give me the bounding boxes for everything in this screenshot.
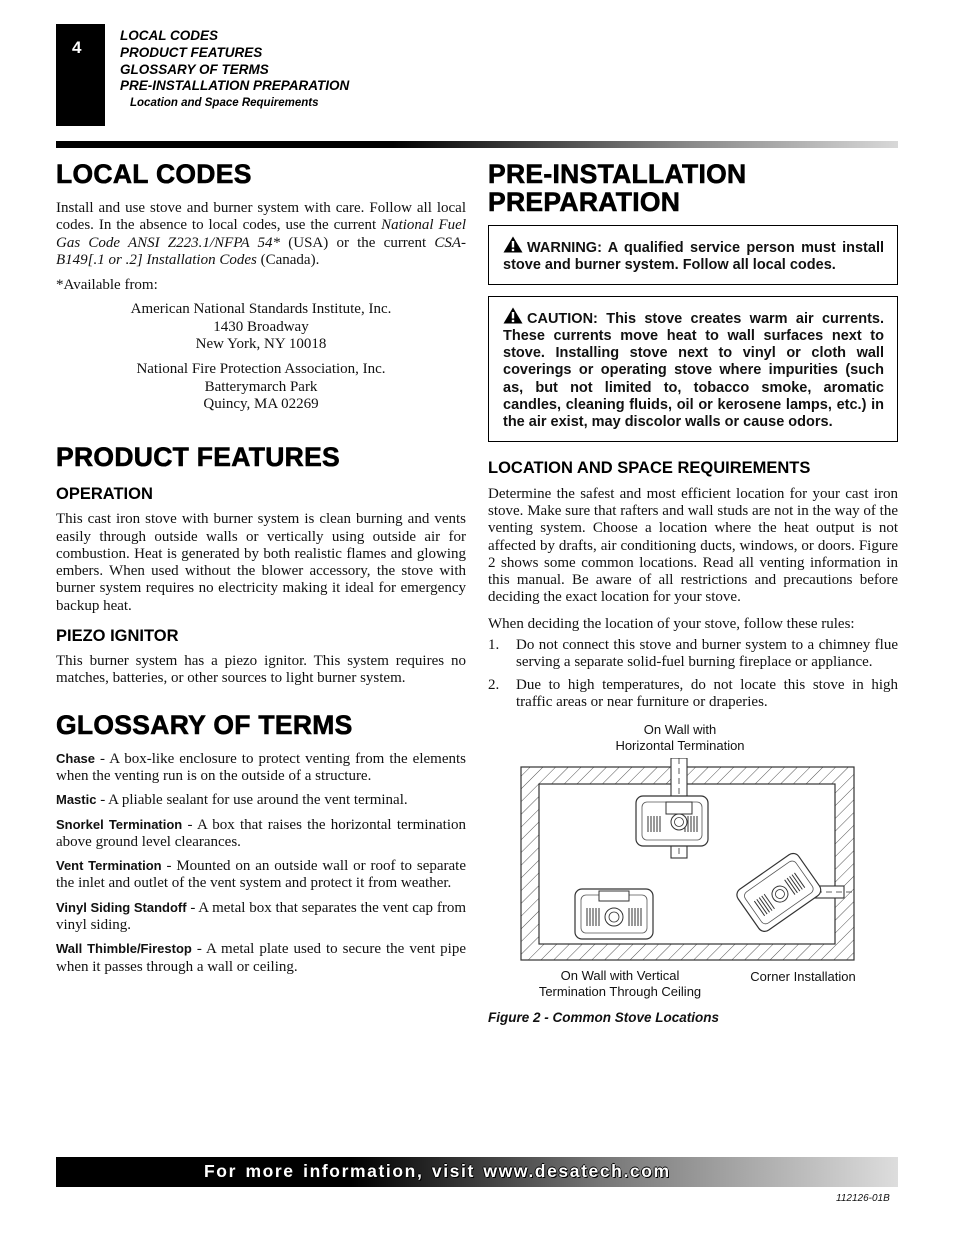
operation-text: This cast iron stove with burner system is clean burning and vents easily through outside walls or vertically using outside air for combustion. Heat is generated by both realistic flames and glowing embers. When used without the blower accessory, the stove with burner system requires no electricity making it ideal for emergency backup heat. <box>56 511 466 614</box>
rules-intro: When deciding the location of your stove, follow these rules: <box>488 615 855 632</box>
label-vertical-termination: On Wall with Vertical Termination Through Ceiling <box>538 968 702 999</box>
caution-icon <box>503 307 523 324</box>
rule-item: 2. Due to high temperatures, do not locate this stove in high traffic areas or near furniture or draperies. <box>488 676 898 710</box>
address-nfpa: National Fire Protection Association, Inc. Batterymarch Park Quincy, MA 02269 <box>136 361 386 412</box>
local-codes-text: Install and use stove and burner system with care. Follow all local codes. In the absence to local codes, use the current National Fuel Gas Code ANSI Z223.1/NFPA 54* (USA) or the current CSA-B149[.1 or .2] Installation Codes (Canada). <box>56 200 466 268</box>
glossary-list <box>56 750 466 976</box>
glossary-entry: Snorkel Termination - A box that raises the horizontal termination above ground level clearances. <box>56 816 466 850</box>
stove-vertical-termination <box>575 889 653 939</box>
label-corner-installation: Corner Installation <box>750 969 856 984</box>
available-from: *Available from: <box>56 277 158 294</box>
location-heading: LOCATION AND SPACE REQUIREMENTS <box>488 458 811 477</box>
header-contents <box>120 28 349 112</box>
document-code: 112126-01B <box>836 1193 890 1204</box>
page-number-tab <box>56 24 105 126</box>
location-text: Determine the safest and most efficient location for your cast iron stove. Make sure that rafters and wall studs are not in the way of the venting system. Choose a location where the heat output is not affected by drafts, air conditioning ducts, windows, or doors. Figure 2 shows some common locations. Read all venting information in this manual. Be aware of all restrictions and precautions before deciding the exact location for your stove. <box>488 485 898 606</box>
product-features-title: PRODUCT FEATURES <box>56 442 341 473</box>
glossary-entry: Vent Termination - Mounted on an outside wall or roof to separate the inlet and outlet of the vent system and protect it from weather. <box>56 858 466 892</box>
left-column <box>56 158 466 982</box>
piezo-heading: PIEZO IGNITOR <box>56 627 179 646</box>
pre-installation-title: PRE-INSTALLATION PREPARATION <box>488 159 747 217</box>
warning-text: WARNING: A qualified service person must install stove and burner system. Follow all local codes. <box>503 240 884 274</box>
glossary-title: GLOSSARY OF TERMS <box>56 709 353 740</box>
footer-bar <box>56 1157 898 1187</box>
header-subitem: Location and Space Requirements <box>130 97 319 110</box>
footer-website-link[interactable]: For more information, visit www.desatech.com <box>204 1161 671 1181</box>
warning-box <box>488 225 898 285</box>
rule-item: 1. Do not connect this stove and burner system to a chimney flue serving a separate solid-fuel burning fireplace or appliance. <box>488 637 898 671</box>
caution-box <box>488 296 898 442</box>
header-item: LOCAL CODES <box>120 28 219 43</box>
glossary-entry: Wall Thimble/Firestop - A metal plate used to secure the vent pipe when it passes through a wall or ceiling. <box>56 941 466 975</box>
figure-stove-locations <box>488 718 898 1038</box>
rules-list <box>488 637 898 711</box>
label-horizontal-termination: On Wall with Horizontal Termination <box>615 722 745 753</box>
glossary-entry: Mastic - A pliable sealant for use around the vent terminal. <box>56 792 408 809</box>
header-item: GLOSSARY OF TERMS <box>120 61 269 77</box>
local-codes-title: LOCAL CODES <box>56 159 252 189</box>
glossary-entry: Chase - A box-like enclosure to protect venting from the elements when the venting run is on the outside of a structure. <box>56 750 466 784</box>
header-item: PRE-INSTALLATION PREPARATION <box>120 78 350 94</box>
figure-caption: Figure 2 - Common Stove Locations <box>488 1010 720 1025</box>
address-ansi: American National Standards Institute, Inc. 1430 Broadway New York, NY 10018 <box>130 301 392 353</box>
header-item: PRODUCT FEATURES <box>120 44 263 60</box>
piezo-text: This burner system has a piezo ignitor. This system requires no matches, batteries, or other sources to light burner system. <box>56 653 466 687</box>
warning-icon <box>503 236 523 253</box>
page-number: 4 <box>72 38 82 57</box>
header-rule <box>56 141 898 148</box>
stove-horizontal-termination <box>636 796 708 846</box>
operation-heading: OPERATION <box>56 485 153 504</box>
right-column <box>488 158 898 716</box>
glossary-entry: Vinyl Siding Standoff - A metal box that separates the vent cap from vinyl siding. <box>56 899 467 934</box>
caution-text: CAUTION: This stove creates warm air currents. These currents move heat to wall surfaces next to stove. Installing stove next to vinyl or cloth wall coverings or operating stove where impurities (such as, but not limited to, tobacco smoke, aromatic candles, cleaning fluids, oil or kerosene lamps, etc.) in the air exist, may discolor walls or cause odors. <box>503 310 884 431</box>
